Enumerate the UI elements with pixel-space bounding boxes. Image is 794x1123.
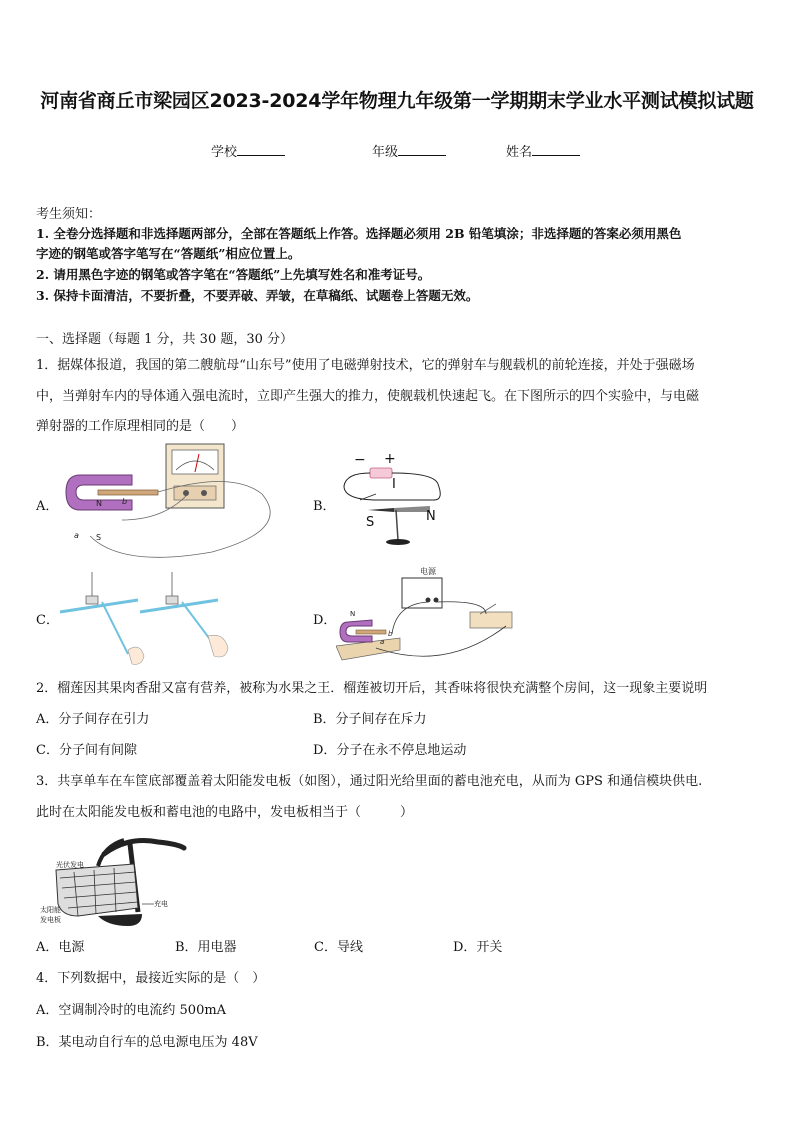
fig-d-n-label: N bbox=[350, 610, 356, 618]
q2-option-b: B．分子间存在斥力 bbox=[313, 712, 427, 727]
q1-option-d-label: D． bbox=[313, 613, 337, 628]
q1-figure-c bbox=[58, 572, 248, 667]
notice-heading: 考生须知： bbox=[36, 207, 102, 222]
notice-line-1b: 字迹的钢笔或答字笔写在“答题纸”相应位置上。 bbox=[36, 246, 301, 261]
q1-option-c-label: C． bbox=[36, 613, 59, 628]
q3-charge-label: 充电 bbox=[154, 900, 168, 908]
fig-a-n-label: N bbox=[96, 499, 102, 508]
grade-blank bbox=[398, 143, 446, 156]
q3-line-2: 此时在太阳能发电板和蓄电池的电路中，发电板相当于（ ） bbox=[36, 805, 414, 820]
fig-b-minus: − bbox=[354, 452, 366, 468]
q3-line-1: 3．共享单车在车筐底部覆盖着太阳能发电板（如图），通过阳光给里面的蓄电池充电，从而为 GPS 和通信模块供电. bbox=[36, 774, 703, 789]
fig-d-a-label: a bbox=[380, 638, 385, 646]
q1-figure-b bbox=[338, 448, 458, 553]
fig-b-plus: + bbox=[384, 451, 396, 467]
q2-option-d: D．分子在永不停息地运动 bbox=[313, 743, 467, 758]
q2-stem: 2．榴莲因其果肉香甜又富有营养，被称为水果之王．榴莲被切开后，其香味将很快充满整个房间，这一现象主要说明 bbox=[36, 681, 708, 696]
q1-figure-d bbox=[336, 564, 516, 674]
school-label: 学校 bbox=[211, 145, 238, 160]
q1-line-2: 中，当弹射车内的导体通入强电流时，立即产生强大的推力，使舰载机快速起飞。在下图所示的四个实验中，与电磁 bbox=[36, 389, 700, 404]
q1-option-b-label: B． bbox=[313, 499, 336, 514]
section-heading: 一、选择题（每题 1 分，共 30 题，30 分） bbox=[36, 332, 294, 347]
q3-option-d: D．开关 bbox=[453, 940, 503, 955]
q4-option-a: A．空调制冷时的电流约 500mA bbox=[36, 1003, 227, 1018]
q1-line-3: 弹射器的工作原理相同的是（ ） bbox=[36, 419, 245, 434]
fig-a-a-label: a bbox=[74, 531, 79, 540]
q3-panel-label-1: 太阳能 bbox=[40, 906, 61, 914]
fig-d-b-label: b bbox=[388, 630, 393, 638]
q3-option-c: C．导线 bbox=[314, 940, 363, 955]
fig-a-b-label: b bbox=[122, 497, 128, 506]
notice-line-1a: 1. 全卷分选择题和非选择题两部分，全部在答题纸上作答。选择题必须用 2B 铅笔填涂；非选择题的答案必须用黑色 bbox=[36, 226, 682, 241]
fig-b-n-label: N bbox=[426, 509, 436, 524]
fig-a-s-label: S bbox=[96, 533, 102, 542]
q3-option-b: B．用电器 bbox=[175, 940, 237, 955]
grade-field bbox=[372, 141, 446, 160]
name-blank bbox=[532, 143, 580, 156]
fig-b-s-label: S bbox=[366, 515, 375, 530]
q1-option-a-label: A． bbox=[36, 499, 59, 514]
name-field bbox=[506, 141, 580, 160]
q3-pv-label: 光伏发电 bbox=[56, 861, 84, 869]
notice-line-3: 3. 保持卡面清洁，不要折叠，不要弄破、弄皱，在草稿纸、试题卷上答题无效。 bbox=[36, 288, 479, 303]
q3-panel-label-2: 发电板 bbox=[40, 916, 61, 924]
q3-option-a: A．电源 bbox=[36, 940, 85, 955]
q2-option-a: A．分子间存在引力 bbox=[36, 712, 150, 727]
fig-d-power-label: 电源 bbox=[420, 567, 436, 576]
q2-option-c: C．分子间有间隙 bbox=[36, 743, 137, 758]
school-blank bbox=[237, 143, 285, 156]
q4-option-b: B．某电动自行车的总电源电压为 48V bbox=[36, 1035, 258, 1050]
page-title: 河南省商丘市梁园区2023-2024学年物理九年级第一学期期末学业水平测试模拟试题 bbox=[40, 90, 754, 112]
grade-label: 年级 bbox=[372, 145, 399, 160]
q1-figure-a bbox=[62, 440, 292, 570]
fig-b-current-label: I bbox=[392, 477, 396, 492]
notice-line-2: 2. 请用黑色字迹的钢笔或答字笔在“答题纸”上先填写姓名和准考证号。 bbox=[36, 267, 431, 282]
name-label: 姓名 bbox=[506, 145, 533, 160]
school-field bbox=[211, 141, 285, 160]
q3-bicycle-figure bbox=[38, 832, 188, 928]
q4-stem: 4．下列数据中，最接近实际的是（ ） bbox=[36, 971, 266, 986]
q1-line-1: 1．据媒体报道，我国的第二艘航母“山东号”使用了电磁弹射技术，它的弹射车与舰载机的前轮连接，并处于强磁场 bbox=[36, 358, 695, 373]
